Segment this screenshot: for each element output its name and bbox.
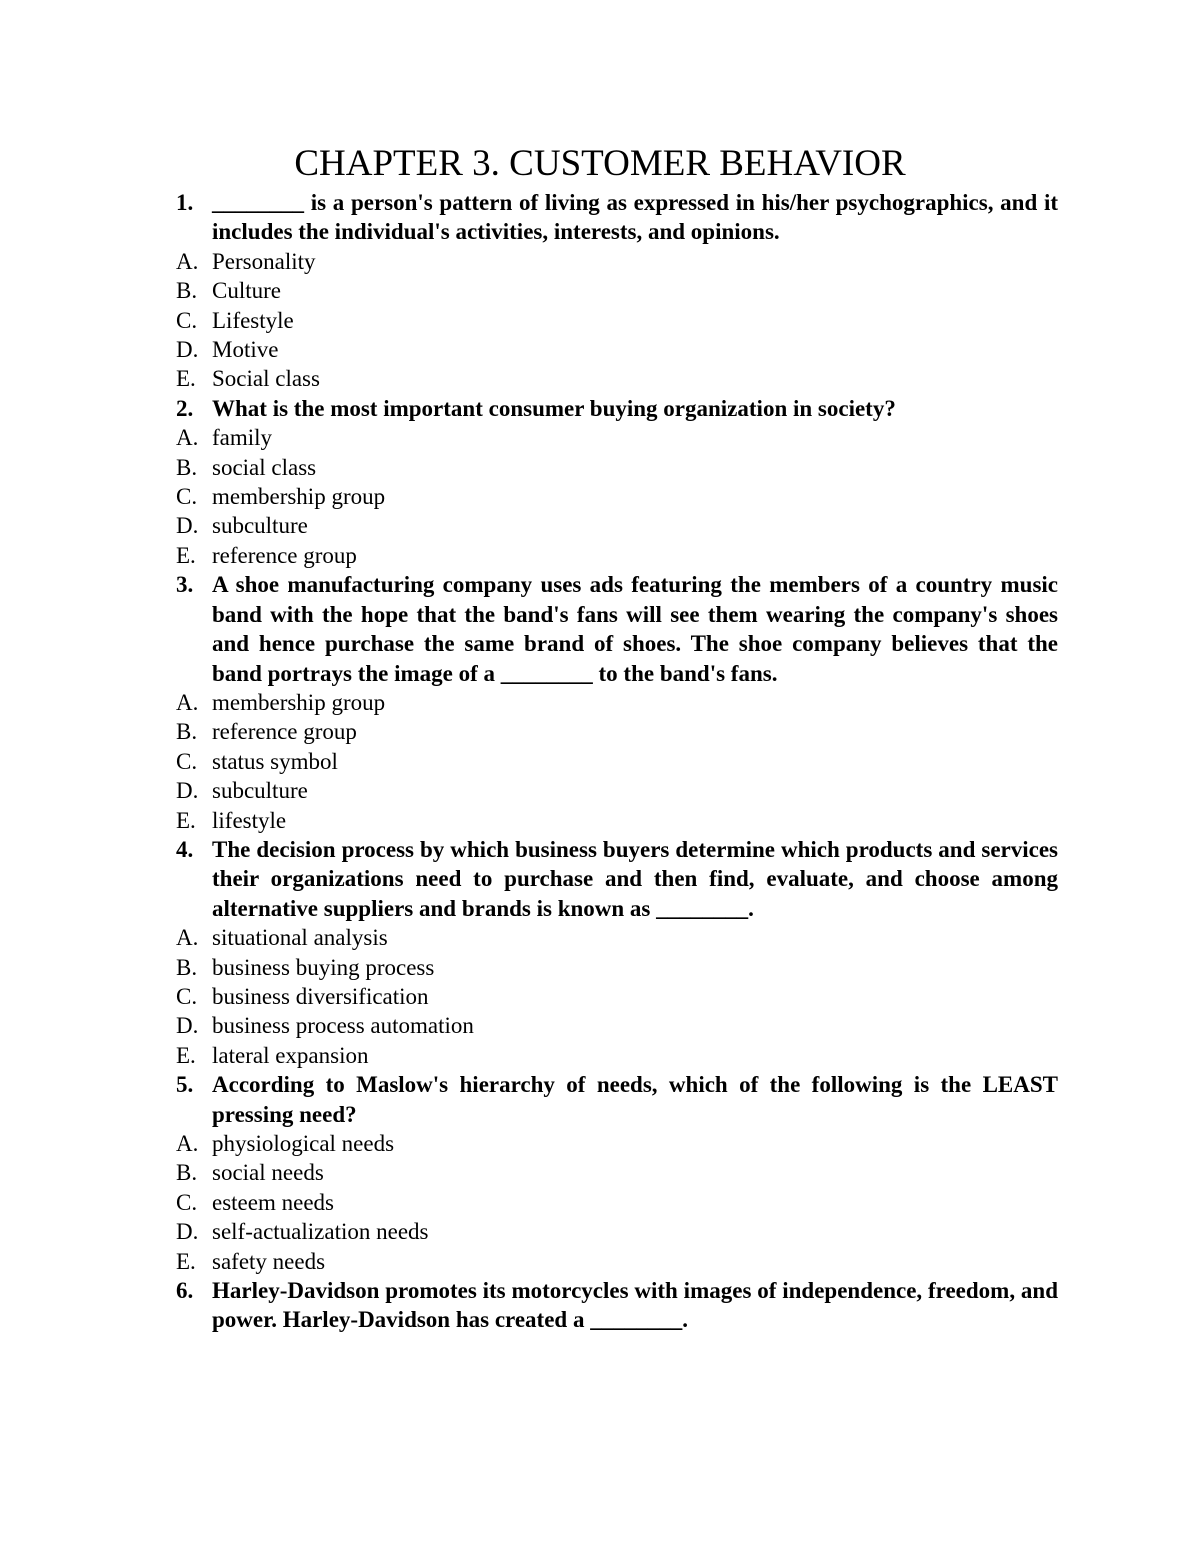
answer-option [176,1247,1058,1276]
option-text: self-actualization needs [212,1219,429,1245]
option-text: lifestyle [212,807,287,833]
question-number: 4. [176,836,194,862]
question-number: 6. [176,1278,194,1304]
option-letter: A. [176,925,199,951]
question-text: ________ is a person's pattern of living as expressed in his/her psychographics, and it includes the individual's activities, interests, and opinions. [212,190,1058,245]
option-text: membership group [212,689,386,715]
question-6 [176,1276,1058,1335]
answer-option [176,276,1058,305]
answer-option [176,423,1058,452]
option-text: Lifestyle [212,307,294,333]
option-text: social class [212,454,317,480]
answer-option [176,482,1058,511]
option-text: esteem needs [212,1189,334,1215]
question-3 [176,570,1058,688]
question-number: 2. [176,395,194,421]
question-text: What is the most important consumer buying organization in society? [212,395,896,421]
chapter-title: CHAPTER 3. CUSTOMER BEHAVIOR [294,143,906,184]
option-letter: E. [176,1042,196,1068]
answer-option [176,1217,1058,1246]
answer-option [176,1041,1058,1070]
answer-option [176,306,1058,335]
option-letter: D. [176,337,199,363]
option-text: Culture [212,278,281,304]
answer-option [176,747,1058,776]
option-letter: E. [176,1248,196,1274]
option-letter: C. [176,748,198,774]
option-text: physiological needs [212,1131,395,1156]
option-text: business diversification [212,983,429,1009]
question-number: 5. [176,1072,194,1098]
option-letter: B. [176,1160,198,1186]
option-letter: C. [176,983,198,1009]
option-text: status symbol [212,748,338,774]
option-text: family [212,425,273,451]
question-text: According to Maslow's hierarchy of needs, which of the following is the LEAST pressing need? [212,1072,1058,1127]
option-letter: C. [176,307,198,333]
question-text: A shoe manufacturing company uses ads featuring the members of a country music band with the hope that the band's fans will see them wearing the company's shoes and hence purchase the same brand of shoes. The shoe company believes that the band portrays the image of a ________ to the band's fans. [212,572,1058,686]
option-letter: A. [176,425,199,451]
option-text: Social class [212,366,320,392]
answer-option [176,806,1058,835]
option-letter: B. [176,954,198,980]
answer-option [176,247,1058,276]
question-text: The decision process by which business buyers determine which products and services their organizations need to purchase and then find, evaluate, and choose among alternative suppliers and brands is known as ________. [212,836,1058,921]
option-letter: A. [176,1131,199,1156]
question-2 [176,394,1058,423]
answer-option [176,453,1058,482]
option-letter: A. [176,248,199,274]
answer-option [176,1129,1058,1158]
option-text: safety needs [212,1248,326,1274]
answer-option [176,364,1058,393]
answer-option [176,335,1058,364]
answer-option [176,923,1058,952]
option-text: situational analysis [212,925,388,951]
answer-option [176,1158,1058,1187]
option-letter: C. [176,484,198,510]
option-text: business buying process [212,954,435,980]
option-letter: E. [176,542,196,568]
option-letter: D. [176,513,199,539]
option-letter: B. [176,719,198,745]
answer-option [176,776,1058,805]
question-1 [176,188,1058,247]
option-letter: D. [176,778,199,804]
option-text: subculture [212,513,308,539]
question-number: 1. [176,190,194,215]
option-text: lateral expansion [212,1042,369,1068]
option-letter: B. [176,278,198,304]
answer-option [176,511,1058,540]
option-letter: E. [176,366,196,392]
question-list [176,188,1058,1335]
question-number: 3. [176,572,194,598]
option-text: Personality [212,248,316,274]
option-text: social needs [212,1160,324,1186]
option-letter: D. [176,1013,199,1039]
answer-option [176,953,1058,982]
option-letter: A. [176,689,199,715]
answer-option [176,1011,1058,1040]
option-text: membership group [212,484,386,510]
question-text: Harley-Davidson promotes its motorcycles with images of independence, freedom, and power. Harley-Davidson has created a ________. [212,1278,1058,1333]
option-letter: C. [176,1189,198,1215]
answer-option [176,541,1058,570]
option-text: business process automation [212,1013,474,1039]
answer-option [176,1188,1058,1217]
answer-option [176,982,1058,1011]
option-letter: E. [176,807,196,833]
option-letter: D. [176,1219,199,1245]
answer-option [176,717,1058,746]
answer-option [176,688,1058,717]
option-text: subculture [212,778,308,804]
option-text: reference group [212,719,357,745]
option-letter: B. [176,454,198,480]
option-text: Motive [212,337,279,363]
question-5 [176,1070,1058,1129]
option-text: reference group [212,542,357,568]
question-4 [176,835,1058,923]
